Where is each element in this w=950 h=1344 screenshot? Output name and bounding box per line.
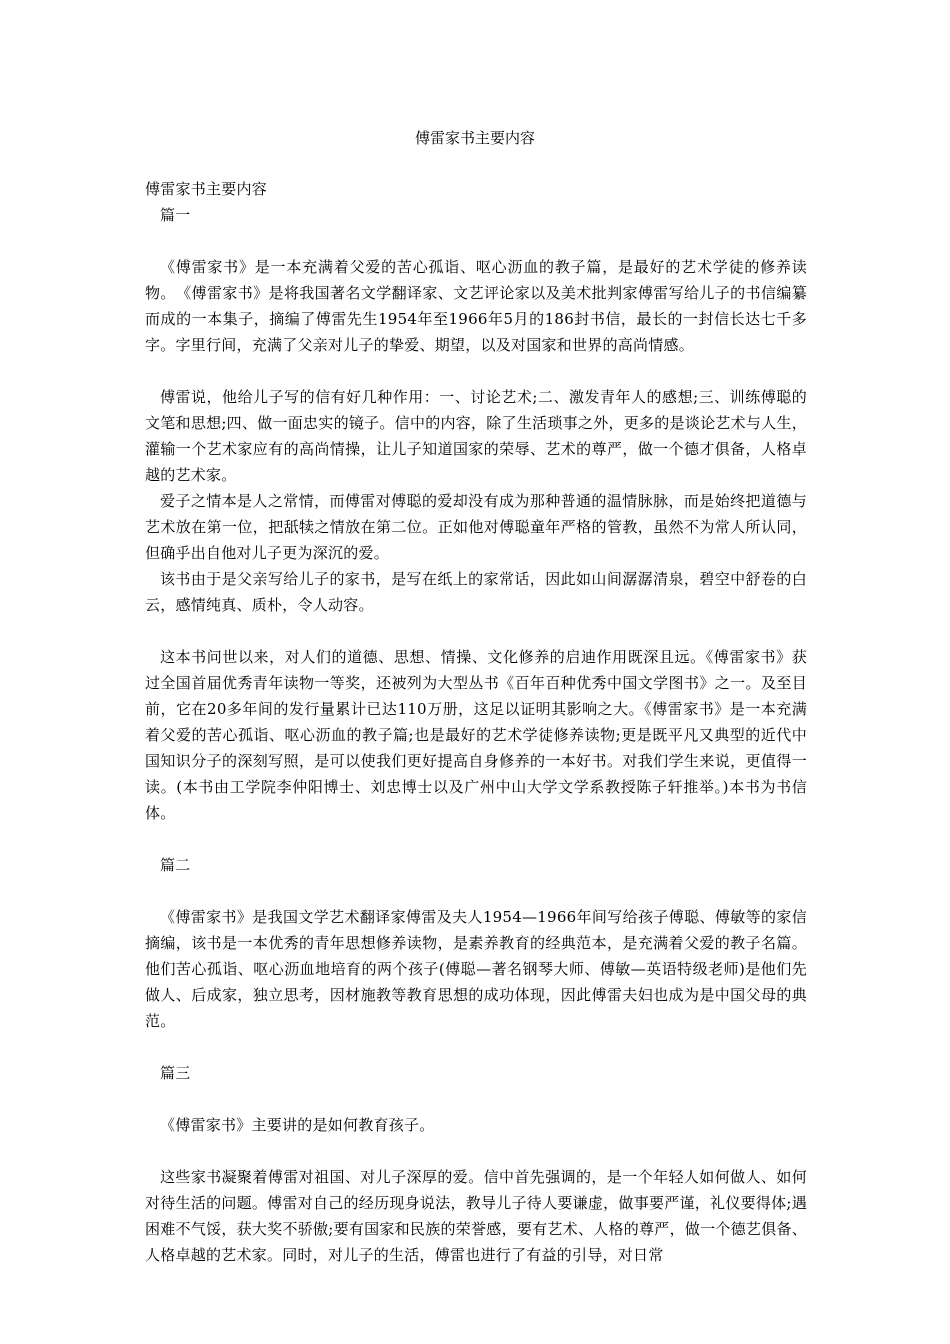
spacer xyxy=(145,1138,807,1164)
spacer xyxy=(145,618,807,644)
spacer xyxy=(145,228,807,254)
spacer xyxy=(145,826,807,852)
spacer xyxy=(145,1086,807,1112)
section-heading-1: 篇一 xyxy=(160,206,191,224)
spacer xyxy=(145,358,807,384)
document-body xyxy=(145,176,807,1268)
paragraph: 爱子之情本是人之常情，而傅雷对傅聪的爱却没有成为那种普通的温情脉脉，而是始终把道德与艺术放在第一位，把舐犊之情放在第二位。正如他对傅聪童年严格的管教，虽然不为常人所认同，但确乎出自他对儿子更为深沉的爱。 xyxy=(145,492,807,562)
page-title: 傅雷家书主要内容 xyxy=(414,129,535,147)
section-heading-2: 篇二 xyxy=(160,856,191,874)
spacer xyxy=(145,1034,807,1060)
section-heading-3: 篇三 xyxy=(160,1064,191,1082)
spacer xyxy=(145,878,807,904)
paragraph: 《傅雷家书》主要讲的是如何教育孩子。 xyxy=(160,1116,435,1134)
paragraph: 傅雷说，他给儿子写的信有好几种作用：一、讨论艺术;二、激发青年人的感想;三、训练傅聪的文笔和思想;四、做一面忠实的镜子。信中的内容，除了生活琐事之外，更多的是谈论艺术与人生，灌输一个艺术家应有的高尚情操，让儿子知道国家的荣辱、艺术的尊严，做一个德才俱备，人格卓越的艺术家。 xyxy=(145,388,807,484)
paragraph: 这些家书凝聚着傅雷对祖国、对儿子深厚的爱。信中首先强调的，是一个年轻人如何做人、如何对待生活的问题。傅雷对自己的经历现身说法，教导儿子待人要谦虚，做事要严谨，礼仪要得体;遇困难不气馁，获大奖不骄傲;要有国家和民族的荣誉感，要有艺术、人格的尊严，做一个德艺俱备、人格卓越的艺术家。同时，对儿子的生活，傅雷也进行了有益的引导，对日常 xyxy=(145,1168,807,1264)
document-subtitle: 傅雷家书主要内容 xyxy=(145,180,268,198)
paragraph: 《傅雷家书》是我国文学艺术翻译家傅雷及夫人1954—1966年间写给孩子傅聪、傅敏等的家信摘编，该书是一本优秀的青年思想修养读物，是素养教育的经典范本，是充满着父爱的教子名篇。他们苦心孤诣、呕心沥血地培育的两个孩子(傅聪—著名钢琴大师、傅敏—英语特级老师)是他们先做人、后成家，独立思考，因材施教等教育思想的成功体现，因此傅雷夫妇也成为是中国父母的典范。 xyxy=(145,908,807,1030)
paragraph: 《傅雷家书》是一本充满着父爱的苦心孤诣、呕心沥血的教子篇，是最好的艺术学徒的修养读物。 《傅雷家书》是将我国著名文学翻译家、文艺评论家以及美术批判家傅雷写给儿子的书信编纂而成的一本集子，摘编了傅雷先生1954年至1966年5月的186封书信，最长的一封信长达七千多字。字里行间，充满了父亲对儿子的挚爱、期望，以及对国家和世界的高尚情感。 xyxy=(145,258,807,354)
paragraph: 该书由于是父亲写给儿子的家书，是写在纸上的家常话，因此如山间潺潺清泉，碧空中舒卷的白云，感情纯真、质朴，令人动容。 xyxy=(145,570,807,614)
paragraph: 这本书问世以来，对人们的道德、思想、情操、文化修养的启迪作用既深且远。《傅雷家书》获过全国首届优秀青年读物一等奖，还被列为大型丛书《百年百种优秀中国文学图书》之一。及至目前，它在20多年间的发行量累计已达110万册，这足以证明其影响之大。《傅雷家书》是一本充满着父爱的苦心孤诣、呕心沥血的教子篇;也是最好的艺术学徒修养读物;更是既平凡又典型的近代中国知识分子的深刻写照，是可以使我们更好提高自身修养的一本好书。对我们学生来说，更值得一读。(本书由工学院李仲阳博士、刘忠博士以及广州中山大学文学系教授陈子轩推举。)本书为书信体。 xyxy=(145,648,807,822)
